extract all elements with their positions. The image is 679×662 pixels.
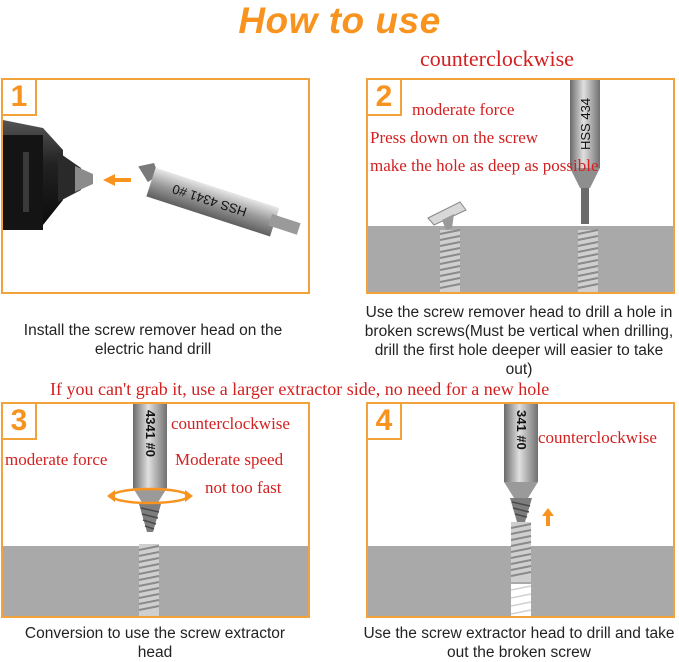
label-hole-deep: make the hole as deep as possible <box>370 156 599 175</box>
step-3-number: 3 <box>3 404 37 440</box>
step-2-caption: Use the screw remover head to drill a hole in broken screws(Must be vertical when drilling, drill the first hole deeper will easier to take out) <box>364 304 674 378</box>
label-counterclockwise: counterclockwise <box>171 414 290 433</box>
label-moderate-speed: Moderate speed <box>175 450 284 469</box>
left-screw <box>440 230 460 294</box>
label-press-down: Press down on the screw <box>370 128 539 147</box>
bit-label: HSS 434 <box>578 97 593 150</box>
bit-label: 4341 #0 <box>143 410 158 457</box>
page-title: How to use <box>238 0 441 41</box>
step-2-panel <box>366 78 675 294</box>
step-2-number: 2 <box>368 80 402 116</box>
label-not-too-fast: not too fast <box>205 478 282 497</box>
label-moderate-force: moderate force <box>5 450 108 469</box>
step-1-caption: Install the screw remover head on the electric hand drill <box>23 322 283 358</box>
step-1-panel <box>1 78 310 294</box>
drill-illustration <box>3 80 310 294</box>
top-counterclockwise-note: counterclockwise <box>420 46 574 71</box>
label-moderate-force: moderate force <box>412 100 515 119</box>
bit-label: 341 #0 <box>514 410 529 450</box>
right-screw <box>578 230 598 294</box>
step-3-panel <box>1 402 310 618</box>
step-3-caption: Conversion to use the screw extractor head <box>24 625 286 661</box>
bit-label: HSS 4341 #0 <box>170 181 249 220</box>
extractor-illustration <box>3 404 310 618</box>
label-counterclockwise: counterclockwise <box>538 428 657 447</box>
step-4-caption: Use the screw extractor head to drill and take out the broken screw <box>363 625 675 661</box>
larger-extractor-note: If you can't grab it, use a larger extractor side, no need for a new hole <box>50 379 550 399</box>
step-4-number: 4 <box>368 404 402 440</box>
step-4-panel <box>366 402 675 618</box>
step-1-number: 1 <box>3 80 37 116</box>
